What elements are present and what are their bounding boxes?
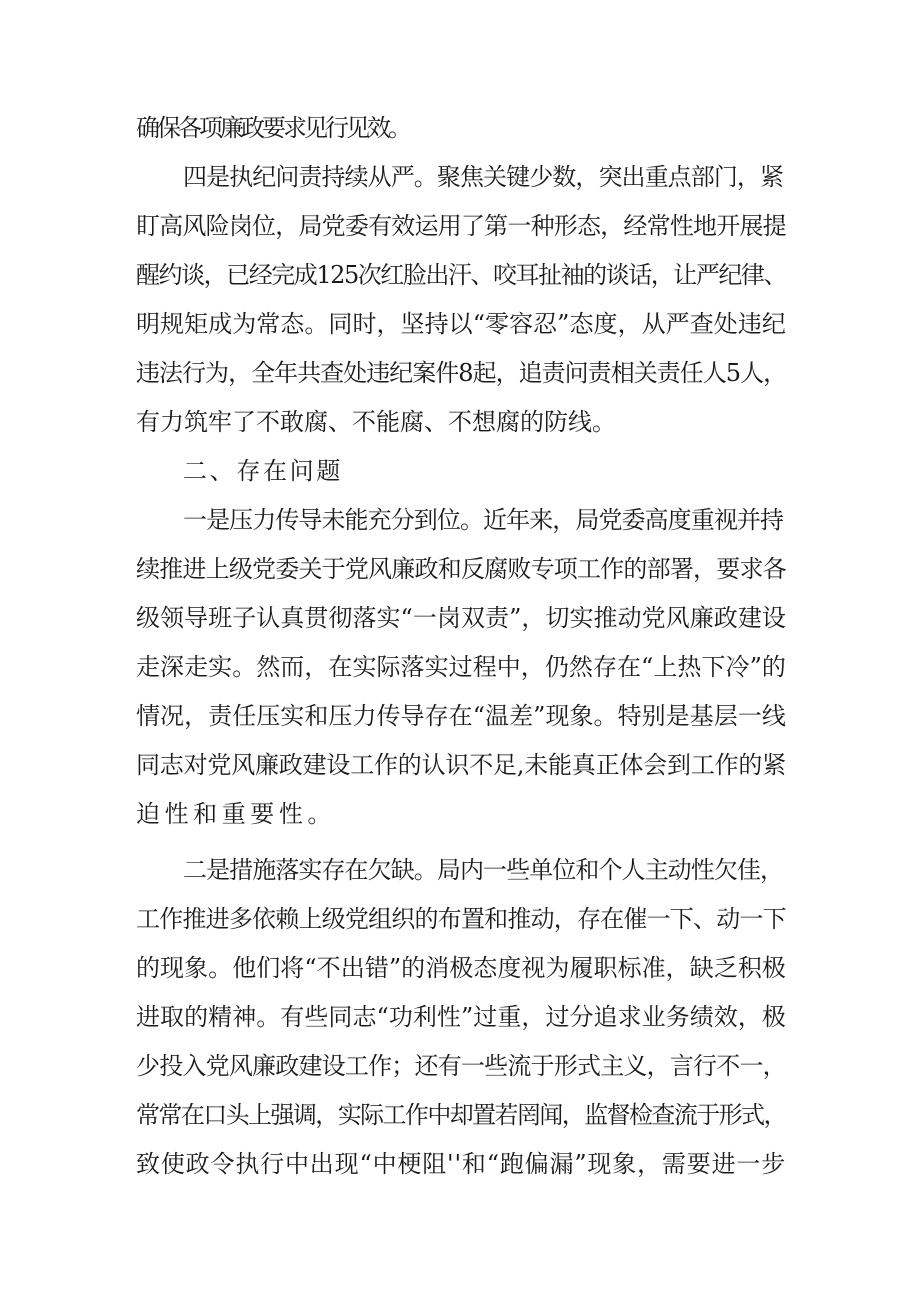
- text-line: 明规矩成为常态。同时，坚持以“零容忍”态度，从严查处违纪: [136, 310, 786, 338]
- text-line: 续推进上级党委关于党风廉政和反腐败专项工作的部署，要求各: [136, 555, 786, 583]
- text-line: 情况，责任压实和压力传导存在“温差”现象。特别是基层一线: [136, 702, 786, 730]
- paragraph-first-line: 一是压力传导未能充分到位。近年来，局党委高度重视并持: [183, 506, 784, 534]
- text-line: 进取的精神。有些同志“功利性”过重，过分追求业务绩效，极: [136, 1003, 786, 1031]
- text-line: 同志对党风廉政建设工作的认识不足,未能真正体会到工作的紧: [136, 751, 787, 779]
- paragraph-first-line: 二是措施落实存在欠缺。局内一些单位和个人主动性欠佳，: [183, 856, 784, 884]
- text-line: 盯高风险岗位，局党委有效运用了第一种形态，经常性地开展提: [136, 212, 786, 240]
- text-line: 醒约谈，已经完成125次红脸出汗、咬耳扯袖的谈话，让严纪律、: [136, 261, 787, 289]
- section-heading: 二、存在问题: [183, 457, 344, 485]
- text-line: 致使政令执行中出现“中梗阻''和“跑偏漏”现象，需要进一步: [136, 1150, 787, 1178]
- text-line: 的现象。他们将“不出错”的消极态度视为履职标准，缺乏积极: [136, 954, 786, 982]
- text-line: 少投入党风廉政建设工作；还有一些流于形式主义，言行不一，: [136, 1052, 786, 1080]
- text-line: 确保各项廉政要求见行见效。: [136, 114, 409, 142]
- paragraph-first-line: 四是执纪问责持续从严。聚焦关键少数，突出重点部门，紧: [183, 163, 784, 191]
- text-line: 违法行为，全年共查处违纪案件8起，追责问责相关责任人5人，: [136, 359, 787, 387]
- text-line: 工作推进多依赖上级党组织的布置和推动，存在催一下、动一下: [136, 905, 786, 933]
- text-line: 走深走实。然而，在实际落实过程中，仍然存在“上热下冷”的: [136, 653, 786, 681]
- text-line: 有力筑牢了不敢腐、不能腐、不想腐的防线。: [136, 408, 616, 436]
- text-line: 迫性和重要性。: [136, 800, 336, 828]
- text-line: 常常在口头上强调，实际工作中却置若罔闻，监督检查流于形式，: [136, 1101, 786, 1129]
- text-line: 级领导班子认真贯彻落实“一岗双责”，切实推动党风廉政建设: [136, 604, 786, 632]
